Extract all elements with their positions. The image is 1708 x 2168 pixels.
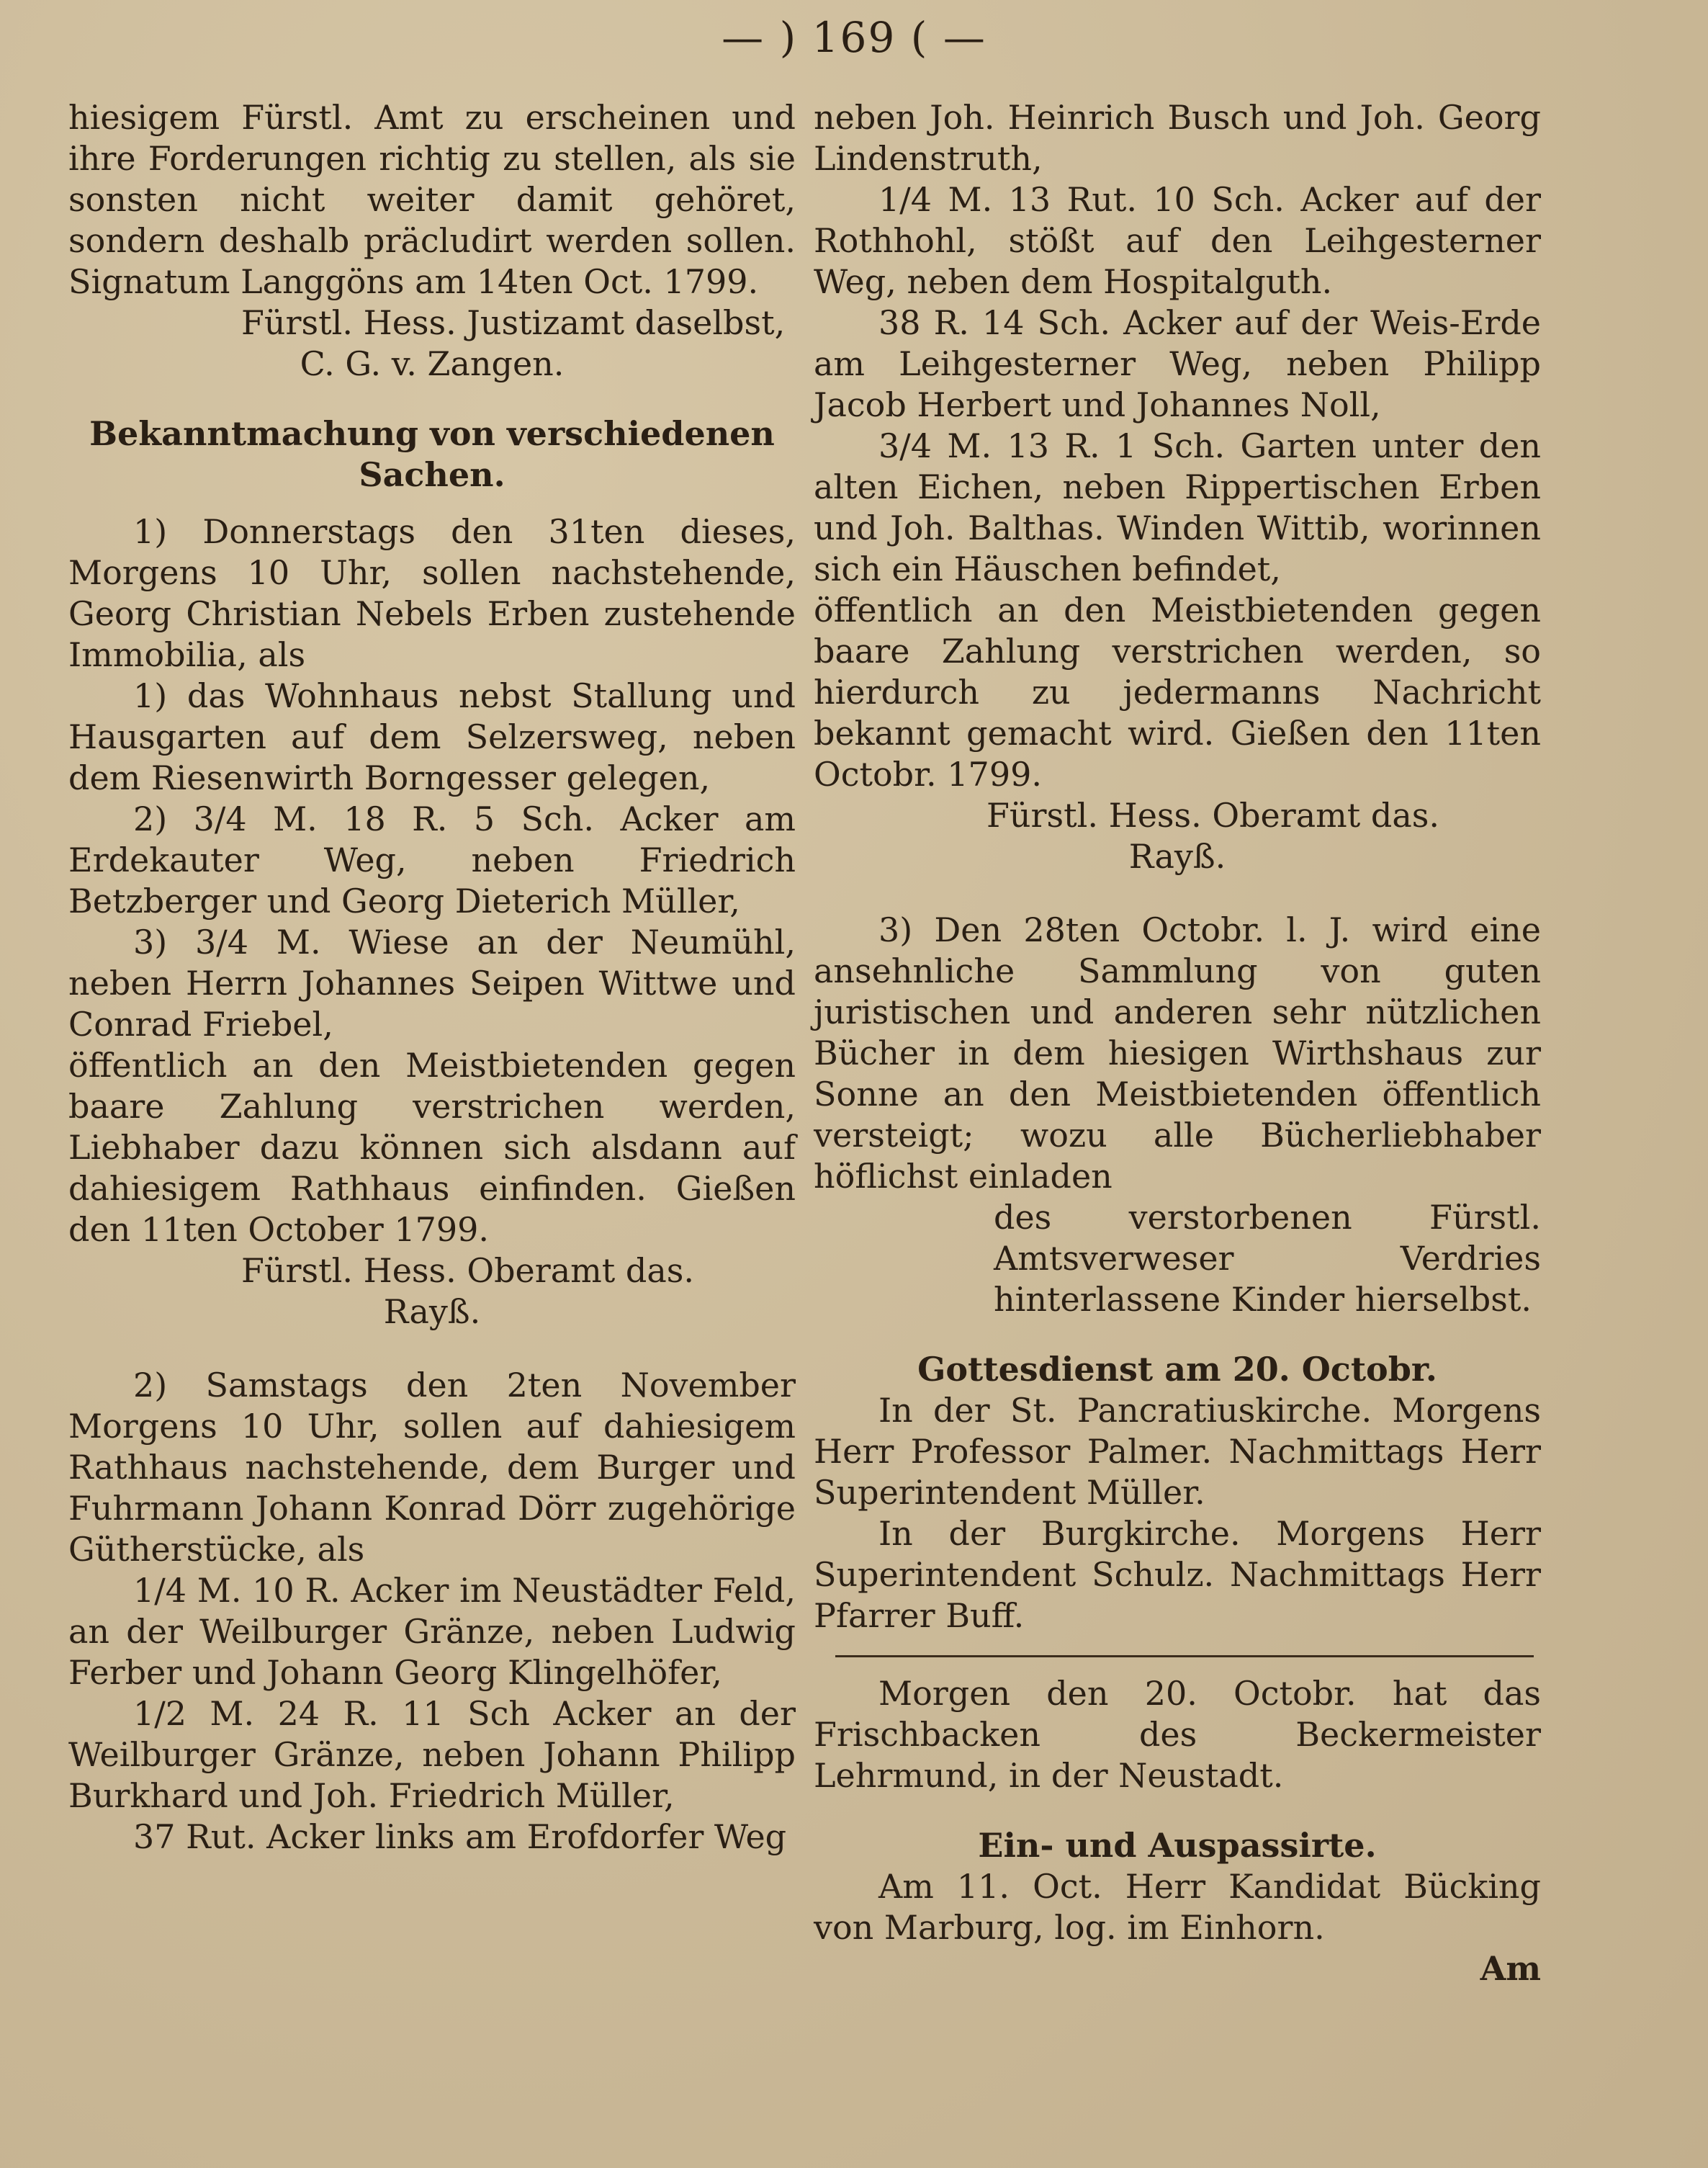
signature-name: C. G. v. Zangen. — [300, 344, 565, 383]
travellers-heading: Ein- und Auspassirte. — [978, 1826, 1377, 1865]
announcement-2-intro: 2) Samstags den 2ten November Morgens 10 Uhr, sollen auf dahiesigem Rathhaus nachstehende, dem Burger und Fuhrmann Johann Konrad Dörr zugehörige Gütherstücke, als — [68, 1366, 796, 1569]
section-heading: Bekanntmachung von verschiedenen Sachen. — [89, 414, 775, 494]
signature-name: Rayß. — [1128, 837, 1226, 876]
right-column — [814, 97, 1541, 1989]
announcement-1-item-c: 3) 3/4 M. Wiese an der Neumühl, neben Herrn Johannes Seipen Wittwe und Conrad Friebel, — [68, 923, 796, 1044]
announcement-2-item-a: 1/4 M. 10 R. Acker im Neustädter Feld, an der Weilburger Gränze, neben Ludwig Ferber und Johann Georg Klingelhöfer, — [68, 1571, 796, 1692]
travellers-entry: Am 11. Oct. Herr Kandidat Bücking von Marburg, log. im Einhorn. — [814, 1867, 1541, 1947]
announcement-1-item-b: 2) 3/4 M. 18 R. 5 Sch. Acker am Erdekauter Weg, neben Friedrich Betzberger und Georg Dieterich Müller, — [68, 799, 796, 920]
announcement-3: 3) Den 28ten Octobr. l. J. wird eine ansehnliche Sammlung von guten juristischen und anderen sehr nützlichen Bücher in dem hiesigen Wirthshaus zur Sonne an den Meistbietenden öffentlich versteigt; wozu alle Bücherliebhaber höflichst einladen — [814, 910, 1541, 1196]
announcement-2-item-c-continued: neben Joh. Heinrich Busch und Joh. Georg Lindenstruth, — [814, 98, 1541, 178]
notice-continuation: hiesigem Fürstl. Amt zu erscheinen und ihre Forderungen richtig zu stellen, als sie sonsten nicht weiter damit gehöret, sondern deshalb präcludirt werden sollen. Signatum Langgöns am 14ten Oct. 1799. — [68, 98, 796, 301]
left-column — [68, 97, 796, 1858]
signature-office: Fürstl. Hess. Justizamt daselbst, — [241, 303, 786, 342]
announcement-3-signature: des verstorbenen Fürstl. Amtsverweser Verdries hinterlassene Kinder hierselbst. — [994, 1198, 1541, 1319]
divider-rule — [835, 1655, 1534, 1657]
bakery-notice: Morgen den 20. Octobr. hat das Frischbacken des Beckermeister Lehrmund, in der Neustadt. — [814, 1674, 1541, 1795]
announcement-1-intro: 1) Donnerstags den 31ten dieses, Morgens 10 Uhr, sollen nachstehende, Georg Christian Nebels Erben zustehende Immobilia, als — [68, 512, 796, 674]
announcement-1-item-a: 1) das Wohnhaus nebst Stallung und Hausgarten auf dem Selzersweg, neben dem Riesenwirth Borngesser gelegen, — [68, 676, 796, 797]
church-service-2: In der Burgkirche. Morgens Herr Superintendent Schulz. Nachmittags Herr Pfarrer Buff. — [814, 1514, 1541, 1635]
signature-office: Fürstl. Hess. Oberamt das. — [986, 796, 1439, 835]
announcement-2-item-f: 3/4 M. 13 R. 1 Sch. Garten unter den alten Eichen, neben Rippertischen Erben und Joh. Balthas. Winden Wittib, worinnen sich ein Häuschen befindet, — [814, 426, 1541, 588]
church-service-1: In der St. Pancratiuskirche. Morgens Herr Professor Palmer. Nachmittags Herr Superintendent Müller. — [814, 1391, 1541, 1512]
church-service-heading: Gottesdienst am 20. Octobr. — [917, 1350, 1437, 1389]
announcement-2-item-d: 1/4 M. 13 Rut. 10 Sch. Acker auf der Rothhohl, stößt auf den Leihgesterner Weg, neben dem Hospitalguth. — [814, 180, 1541, 301]
announcement-2-item-c: 37 Rut. Acker links am Erofdorfer Weg — [133, 1817, 787, 1856]
announcement-2-conclusion: öffentlich an den Meistbietenden gegen baare Zahlung verstrichen werden, so hierdurch zu jedermanns Nachricht bekannt gemacht wird. Gießen den 11ten Octobr. 1799. — [814, 591, 1541, 794]
signature-name: Rayß. — [383, 1292, 481, 1331]
page-number-header: — ) 169 ( — — [722, 13, 986, 62]
announcement-2-item-b: 1/2 M. 24 R. 11 Sch Acker an der Weilburger Gränze, neben Johann Philipp Burkhard und Joh. Friedrich Müller, — [68, 1694, 796, 1815]
signature-office: Fürstl. Hess. Oberamt das. — [241, 1251, 694, 1290]
catchword: Am — [1480, 1949, 1541, 1988]
announcement-2-item-e: 38 R. 14 Sch. Acker auf der Weis-Erde am Leihgesterner Weg, neben Philipp Jacob Herbert und Johannes Noll, — [814, 303, 1541, 424]
announcement-1-conclusion: öffentlich an den Meistbietenden gegen baare Zahlung verstrichen werden, Liebhaber dazu können sich alsdann auf dahiesigem Rathhaus einfinden. Gießen den 11ten October 1799. — [68, 1046, 796, 1249]
